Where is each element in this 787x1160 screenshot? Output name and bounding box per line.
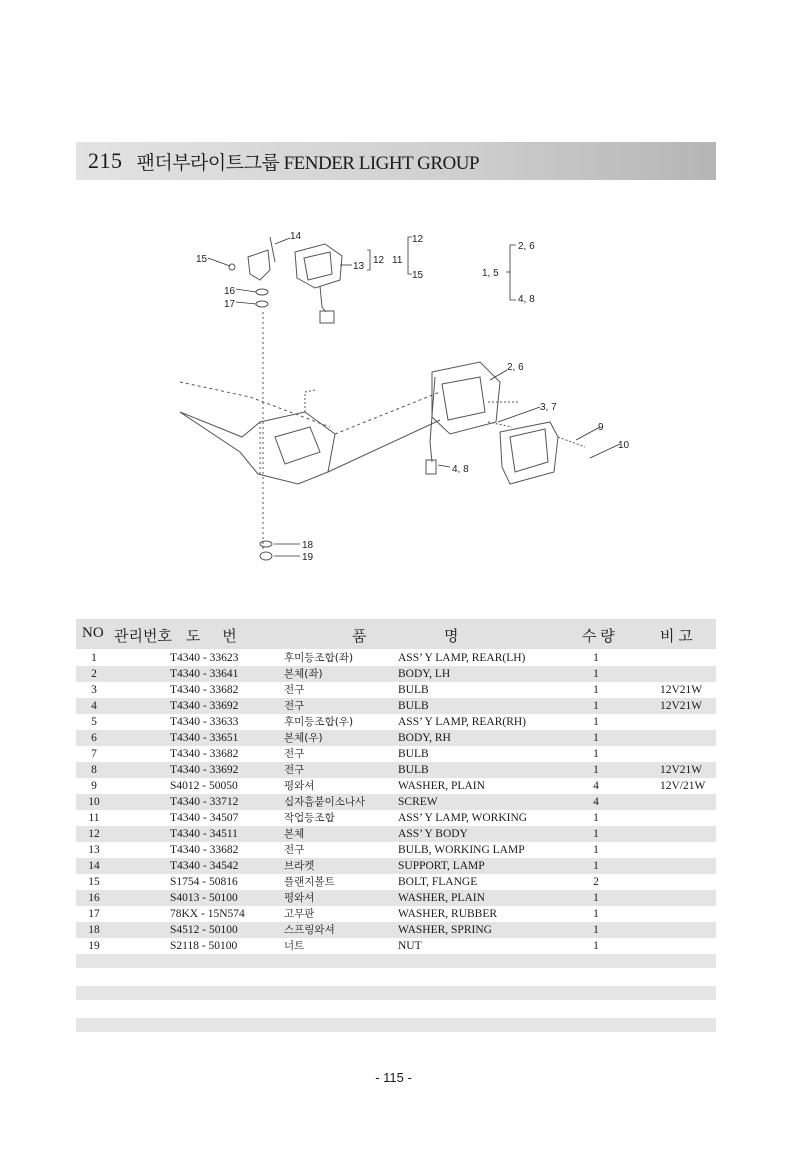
cell-drawing-no: T4340 - 33641 (170, 668, 239, 680)
cell-qty: 1 (593, 860, 599, 872)
cell-qty: 1 (593, 924, 599, 936)
cell-qty: 1 (593, 940, 599, 952)
cell-no: 10 (88, 796, 100, 808)
cell-name-kr: 본체(우) (284, 732, 323, 744)
cell-remark: 12V21W (660, 684, 703, 696)
cell-no: 13 (88, 844, 100, 856)
cell-drawing-no: S4013 - 50100 (170, 892, 238, 904)
table-row (76, 666, 716, 682)
section-title-bar (76, 142, 716, 180)
cell-name-kr: 작업등조합 (284, 812, 335, 824)
table-row (76, 826, 716, 842)
table-row (76, 810, 716, 826)
cell-drawing-no: 78KX - 15N574 (170, 908, 245, 920)
cell-name-en: ASS’ Y BODY (398, 828, 468, 840)
cell-name-en: ASS’ Y LAMP, REAR(LH) (398, 652, 526, 664)
cell-name-en: BULB (398, 684, 429, 696)
callout-label: 12 (412, 234, 424, 245)
cell-qty: 1 (593, 684, 599, 696)
cell-name-kr: 본체 (284, 828, 305, 840)
table-row (76, 650, 716, 666)
table-row (76, 938, 716, 954)
cell-name-en: WASHER, PLAIN (398, 780, 485, 792)
table-row (76, 714, 716, 730)
blank-table-row (76, 954, 716, 968)
section-title: 팬더부라이트그룹 FENDER LIGHT GROUP (136, 152, 480, 174)
table-row (76, 762, 716, 778)
cell-name-en: NUT (398, 940, 422, 952)
callout-label: 13 (353, 261, 365, 272)
exploded-parts-diagram (180, 222, 640, 572)
callout-label: 2, 6 (518, 241, 535, 252)
cell-qty: 1 (593, 828, 599, 840)
cell-name-en: BODY, RH (398, 732, 451, 744)
callout-label: 12 (373, 255, 385, 266)
section-number: 215 (88, 148, 123, 173)
cell-name-kr: 전구 (284, 748, 305, 760)
cell-name-kr: 후미등조합(우) (284, 716, 354, 728)
cell-drawing-no: T4340 - 34511 (170, 828, 238, 840)
cell-no: 2 (91, 668, 97, 680)
cell-qty: 1 (593, 764, 599, 776)
cell-qty: 1 (593, 716, 599, 728)
header-part-name-2: 명 (444, 629, 459, 645)
cell-drawing-no: T4340 - 33682 (170, 684, 239, 696)
table-row (76, 682, 716, 698)
header-drawing-no: 도 번 (186, 629, 237, 645)
cell-no: 15 (88, 876, 100, 888)
cell-name-en: BOLT, FLANGE (398, 876, 478, 888)
cell-name-kr: 후미등조합(좌) (284, 652, 354, 664)
cell-name-en: BODY, LH (398, 668, 451, 680)
cell-name-en: WASHER, RUBBER (398, 908, 498, 920)
callout-label: 9 (598, 422, 604, 433)
cell-remark: 12V21W (660, 700, 703, 712)
table-row (76, 906, 716, 922)
diagram-callouts (196, 231, 630, 563)
cell-name-kr: 브라켓 (284, 860, 315, 872)
cell-no: 3 (91, 684, 97, 696)
cell-name-kr: 전구 (284, 684, 305, 696)
cell-name-kr: 전구 (284, 764, 305, 776)
cell-qty: 1 (593, 748, 599, 760)
table-row (76, 698, 716, 714)
cell-no: 7 (91, 748, 97, 760)
cell-name-kr: 스프링와셔 (284, 924, 335, 936)
table-row (76, 746, 716, 762)
cell-name-kr: 본체(좌) (284, 668, 323, 680)
cell-drawing-no: S4512 - 50100 (170, 924, 238, 936)
cell-remark: 12V21W (660, 764, 703, 776)
cell-name-kr: 십자흠붙이소나사 (284, 796, 366, 808)
cell-name-kr: 고무판 (284, 908, 315, 920)
cell-drawing-no: T4340 - 33682 (170, 748, 239, 760)
callout-label: 2, 6 (507, 362, 524, 373)
callout-label: 15 (196, 254, 208, 265)
cell-no: 16 (88, 892, 100, 904)
cell-no: 18 (88, 924, 100, 936)
callout-label: 4, 8 (452, 464, 469, 475)
cell-name-kr: 플랜지볼트 (284, 876, 335, 888)
table-row (76, 730, 716, 746)
cell-qty: 1 (593, 892, 599, 904)
cell-name-en: ASS’ Y LAMP, REAR(RH) (398, 716, 527, 728)
callout-label: 14 (290, 231, 302, 242)
cell-no: 5 (91, 716, 97, 728)
table-row (76, 890, 716, 906)
cell-drawing-no: S1754 - 50816 (170, 876, 238, 888)
cell-qty: 1 (593, 908, 599, 920)
callout-label: 4, 8 (518, 294, 535, 305)
cell-name-kr: 평와셔 (284, 780, 315, 792)
cell-name-en: BULB (398, 764, 429, 776)
callout-label: 3, 7 (540, 402, 557, 413)
cell-name-en: BULB, WORKING LAMP (398, 844, 525, 856)
parts-table-body (76, 650, 716, 954)
table-row (76, 858, 716, 874)
cell-drawing-no: T4340 - 33712 (170, 796, 239, 808)
cell-qty: 1 (593, 844, 599, 856)
cell-qty: 4 (593, 796, 599, 808)
callout-label: 15 (412, 270, 424, 281)
table-row (76, 794, 716, 810)
cell-name-kr: 전구 (284, 700, 305, 712)
cell-no: 9 (91, 780, 97, 792)
cell-qty: 1 (593, 732, 599, 744)
cell-no: 19 (88, 940, 100, 952)
cell-no: 14 (88, 860, 100, 872)
cell-drawing-no: S2118 - 50100 (170, 940, 238, 952)
callout-label: 19 (302, 552, 314, 563)
cell-no: 1 (91, 652, 97, 664)
header-quantity: 수 량 (582, 629, 615, 645)
cell-remark: 12V/21W (660, 780, 706, 792)
cell-drawing-no: T4340 - 33633 (170, 716, 239, 728)
callout-label: 18 (302, 540, 314, 551)
callout-label: 10 (618, 440, 630, 451)
cell-drawing-no: T4340 - 33682 (170, 844, 239, 856)
callout-label: 1, 5 (482, 268, 499, 279)
cell-name-en: WASHER, PLAIN (398, 892, 485, 904)
cell-drawing-no: T4340 - 33692 (170, 764, 239, 776)
cell-drawing-no: T4340 - 34507 (170, 812, 239, 824)
cell-qty: 1 (593, 700, 599, 712)
cell-drawing-no: T4340 - 33651 (170, 732, 239, 744)
cell-drawing-no: T4340 - 33692 (170, 700, 239, 712)
cell-qty: 1 (593, 668, 599, 680)
blank-table-row (76, 986, 716, 1000)
cell-name-en: SUPPORT, LAMP (398, 860, 485, 872)
cell-name-kr: 너트 (284, 940, 305, 952)
header-mgmt-no: 관리번호 (114, 629, 172, 645)
parts-table-header (76, 619, 716, 649)
cell-no: 8 (91, 764, 97, 776)
cell-no: 11 (88, 812, 100, 824)
header-part-name-1: 품 (352, 629, 367, 645)
cell-drawing-no: S4012 - 50050 (170, 780, 238, 792)
cell-no: 4 (91, 700, 97, 712)
table-row (76, 842, 716, 858)
table-row (76, 874, 716, 890)
cell-qty: 1 (593, 812, 599, 824)
cell-name-kr: 평와셔 (284, 892, 315, 904)
page-number: - 115 - (375, 1070, 412, 1085)
callout-label: 11 (392, 255, 403, 266)
cell-name-en: WASHER, SPRING (398, 924, 492, 936)
cell-qty: 1 (593, 652, 599, 664)
cell-name-en: BULB (398, 748, 429, 760)
cell-name-kr: 전구 (284, 844, 305, 856)
header-no: NO (82, 625, 104, 641)
cell-no: 17 (88, 908, 100, 920)
table-row (76, 922, 716, 938)
cell-qty: 4 (593, 780, 599, 792)
cell-drawing-no: T4340 - 34542 (170, 860, 239, 872)
blank-table-row (76, 1018, 716, 1032)
header-remark: 비 고 (660, 629, 693, 645)
table-row (76, 778, 716, 794)
cell-no: 12 (88, 828, 100, 840)
cell-name-en: BULB (398, 700, 429, 712)
cell-name-en: ASS’ Y LAMP, WORKING (398, 812, 528, 824)
cell-qty: 2 (593, 876, 599, 888)
cell-name-en: SCREW (398, 796, 438, 808)
cell-drawing-no: T4340 - 33623 (170, 652, 239, 664)
callout-label: 16 (224, 286, 236, 297)
cell-no: 6 (91, 732, 97, 744)
callout-label: 17 (224, 299, 236, 310)
